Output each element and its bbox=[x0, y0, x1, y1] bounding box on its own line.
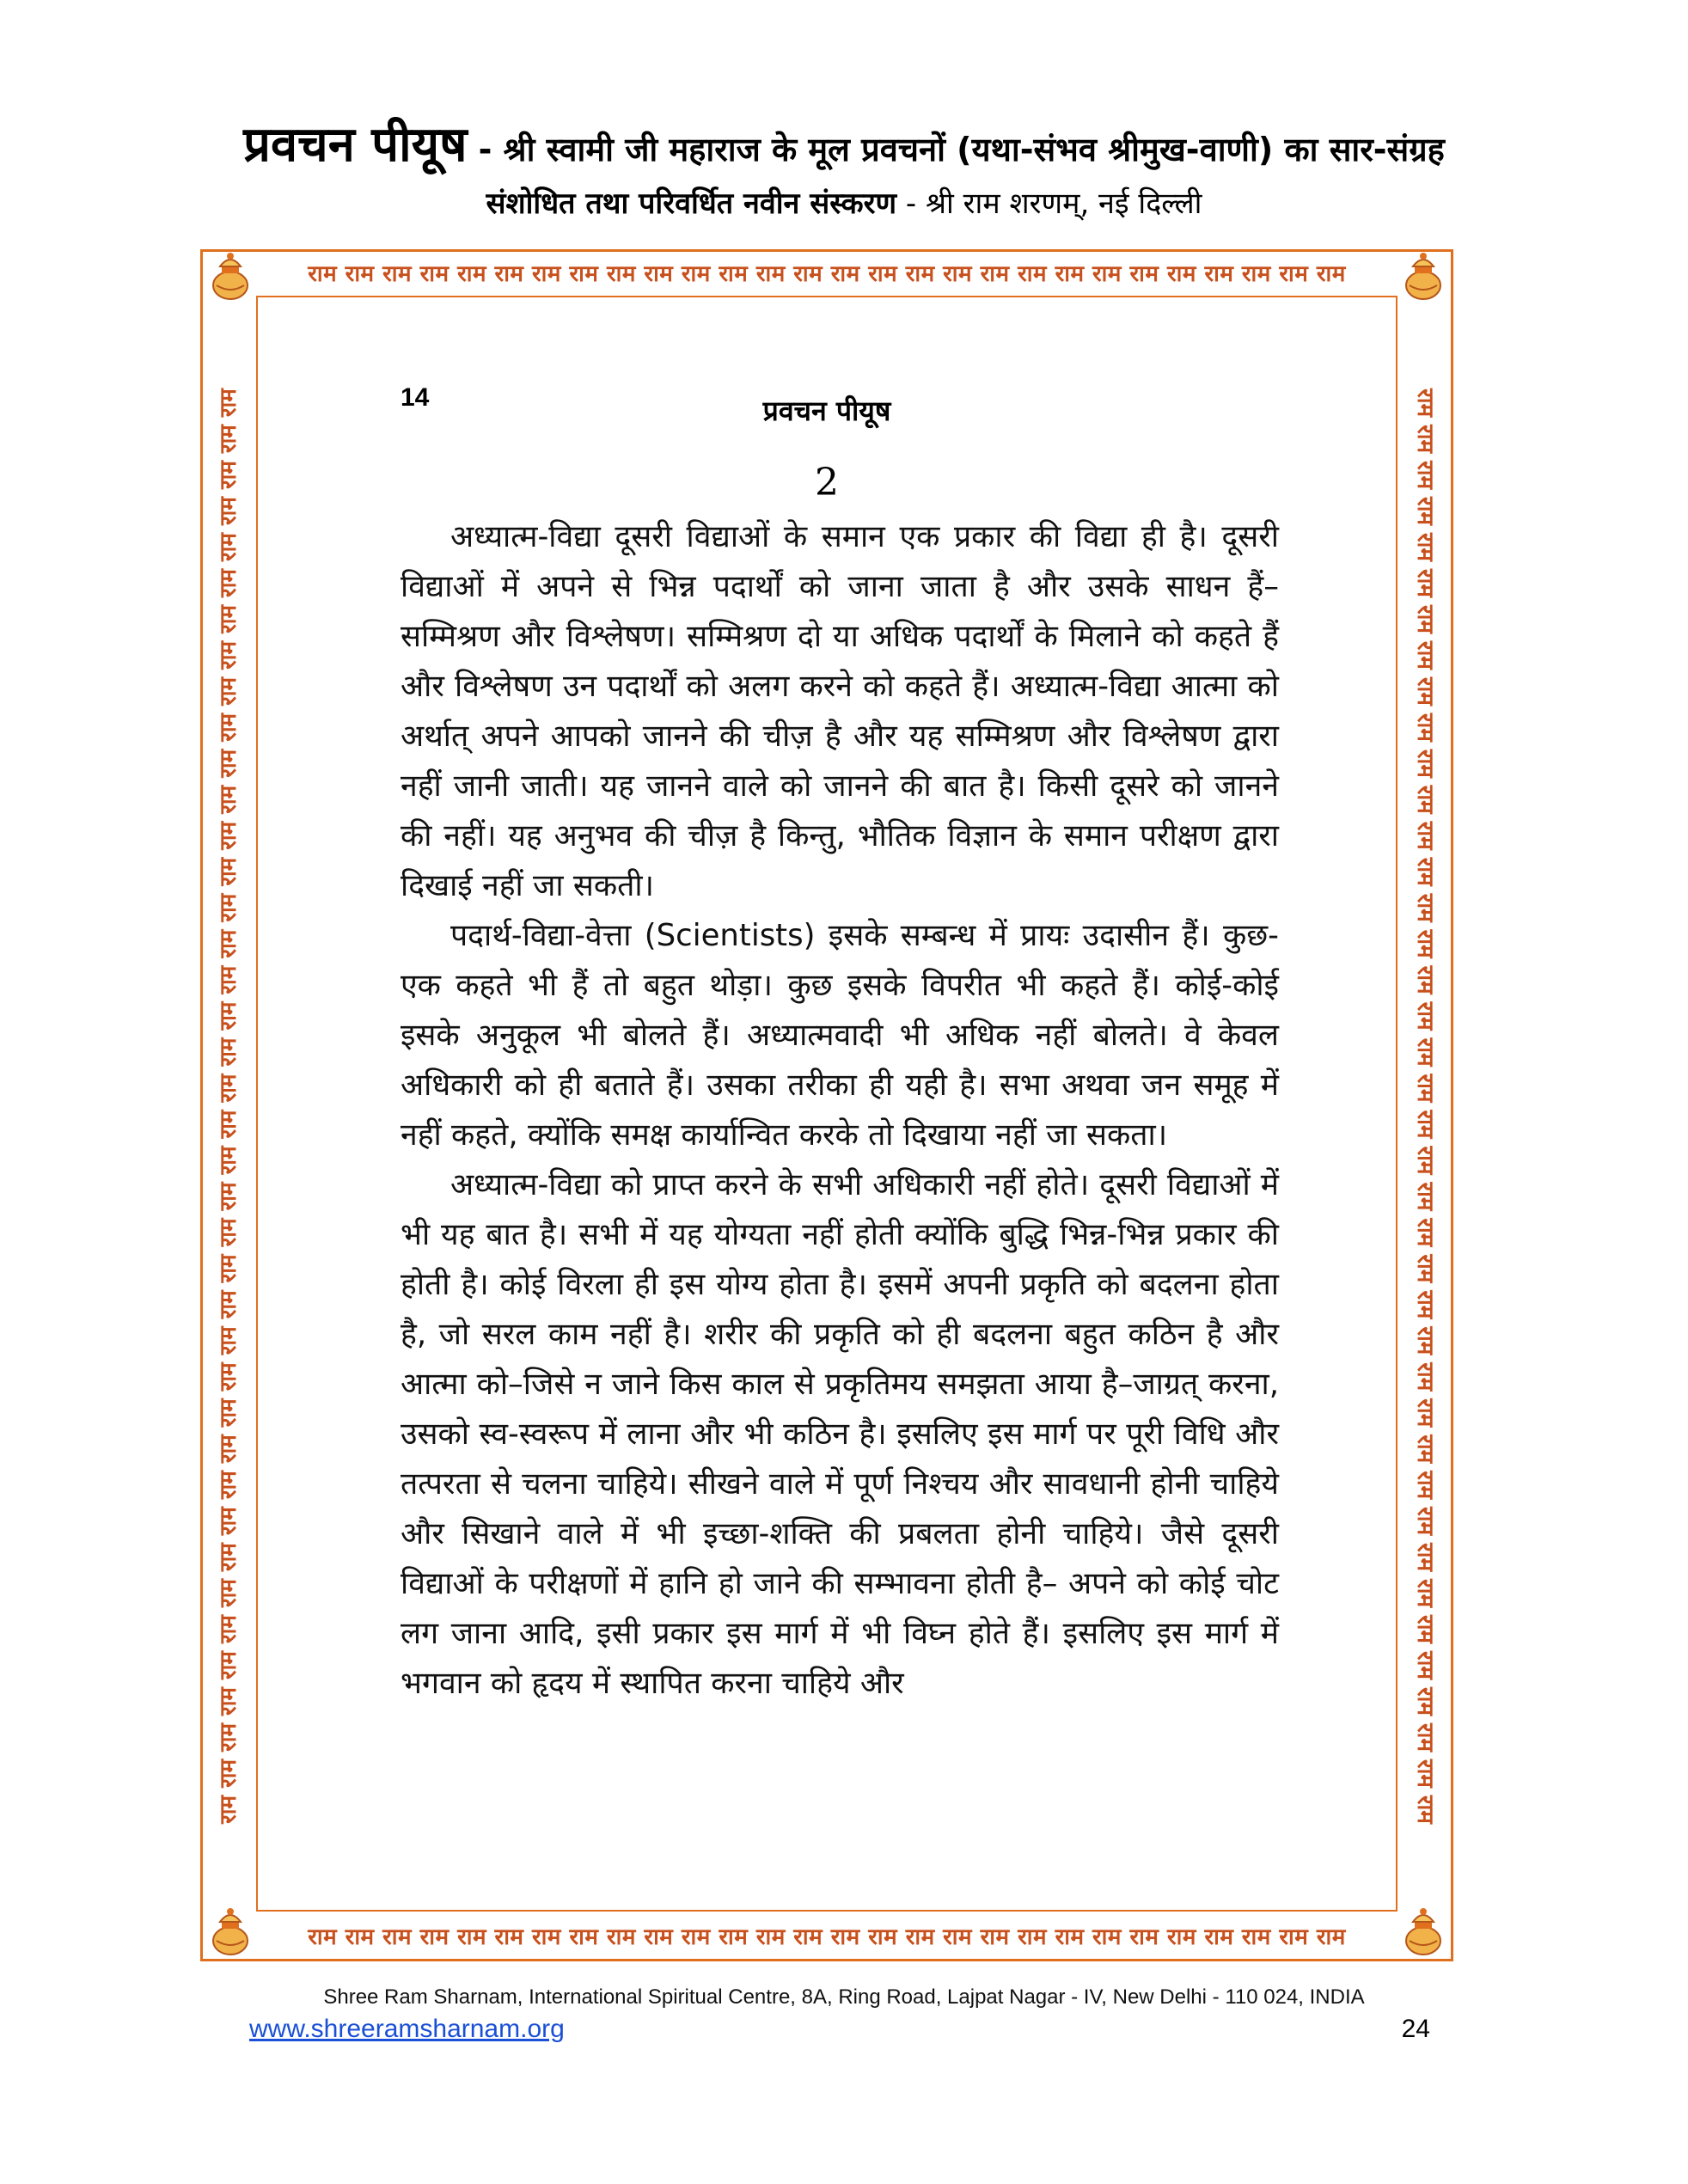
book-page-number: 14 bbox=[401, 383, 430, 412]
body-text bbox=[401, 512, 1279, 1709]
paragraph: अध्यात्म-विद्या दूसरी विद्याओं के समान एक प्रकार की विद्या ही है। दूसरी विद्याओं में अपने से भिन्न पदार्थों को जाना जाता है और उसके साधन हैं– सम्मिश्रण और विश्लेषण। सम्मिश्रण दो या अधिक पदार्थों के मिलाने को कहते हैं और विश्लेषण उन पदार्थों को अलग करने को कहते हैं। अध्यात्म-विद्या आत्मा को अर्थात् अपने आपको जानने की चीज़ है और यह सम्मिश्रण और विश्लेषण द्वारा नहीं जानी जाती। यह जानने वाले को जानने की बात है। किसी दूसरे को जानने की नहीं। यह अनुभव की चीज़ है किन्तु, भौतिक विज्ञान के समान परीक्षण द्वारा दिखाई नहीं जा सकती। bbox=[401, 519, 1279, 903]
kalash-icon bbox=[203, 1905, 258, 1960]
website-link[interactable]: www.shreeramsharnam.org bbox=[249, 2015, 565, 2043]
ram-border-left bbox=[210, 320, 248, 1893]
paragraph: अध्यात्म-विद्या को प्राप्त करने के सभी अधिकारी नहीं होते। दूसरी विद्याओं में भी यह बात है। सभी में यह योग्यता नहीं होती क्योंकि बुद्धि भिन्न-भिन्न प्रकार की होती है। कोई विरला ही इस योग्य होता है। इसमें अपनी प्रकृति को बदलना होता है, जो सरल काम नहीं है। शरीर की प्रकृति को ही बदलना बहुत कठिन है और आत्मा को–जिसे न जाने किस काल से प्रकृतिमय समझता आया है–जाग्रत् करना, उसको स्व-स्वरूप में लाना और भी कठिन है। इसलिए इस मार्ग पर पूरी विधि और तत्परता से चलना चाहिये। सीखने वाले में पूर्ण निश्चय और सावधानी होनी चाहिये और सिखाने वाले में भी इच्छा-शक्ति की प्रबलता होनी चाहिये। जैसे दूसरी विद्याओं के परीक्षणों में हानि हो जाने की सम्भावना होती है– अपने को कोई चोट लग जाना आदि, इसी प्रकार इस मार्ग में भी विघ्न होते हैं। इसलिए इस मार्ग में भगवान को हृदय में स्थापित करना चाहिये और bbox=[401, 1167, 1279, 1701]
ram-border-left-text: राम राम राम राम राम राम राम राम राम राम राम राम राम राम राम राम राम राम राम राम राम राम राम राम राम राम राम राम राम राम राम राम राम राम राम राम राम राम राम राम bbox=[216, 388, 242, 1824]
kalash-icon bbox=[1396, 1905, 1451, 1960]
title-subtitle: - श्री स्वामी जी महाराज के मूल प्रवचनों (यथा-संभव श्रीमुख-वाणी) का सार-संग्रह bbox=[467, 131, 1445, 168]
ram-border-right-text: राम राम राम राम राम राम राम राम राम राम राम राम राम राम राम राम राम राम राम राम राम राम राम राम राम राम राम राम राम राम राम राम राम राम राम राम राम राम राम राम bbox=[1412, 388, 1438, 1824]
pdf-page-number: 24 bbox=[1401, 2015, 1430, 2043]
edition-label: संशोधित तथा परिवर्धित नवीन संस्करण bbox=[486, 187, 897, 221]
paragraph: पदार्थ-विद्या-वेत्ता (Scientists) इसके सम्बन्ध में प्रायः उदासीन हैं। कुछ-एक कहते भी हैं तो बहुत थोड़ा। कुछ इसके विपरीत भी कहते हैं। कोई-कोई इसके अनुकूल भी बोलते हैं। अध्यात्मवादी भी अधिक नहीं बोलते। वे केवल अधिकारी को ही बताते हैं। उसका तरीका ही यही है। सभा अथवा जन समूह में नहीं कहते, क्योंकि समक्ष कार्यान्वित करके तो दिखाया नहीं जा सकता। bbox=[401, 918, 1279, 1153]
footer-address: Shree Ram Sharnam, International Spiritual Centre, 8A, Ring Road, Lajpat Nagar - IV, New Delhi - 110 024, INDIA bbox=[323, 1985, 1365, 2009]
ram-border-bottom: राम राम राम राम राम राम राम राम राम राम राम राम राम राम राम राम राम राम राम राम राम राम राम राम राम राम राम राम bbox=[308, 1924, 1346, 1950]
edition-publisher: - श्री राम शरणम्, नई दिल्ली bbox=[896, 187, 1202, 221]
ram-border-top: राम राम राम राम राम राम राम राम राम राम राम राम राम राम राम राम राम राम राम राम राम राम राम राम राम राम राम राम bbox=[308, 261, 1346, 287]
scanned-page bbox=[258, 297, 1396, 1910]
chapter-number: 2 bbox=[815, 461, 839, 505]
kalash-icon bbox=[1396, 249, 1451, 304]
kalash-icon bbox=[203, 249, 258, 304]
document-title bbox=[0, 110, 1688, 175]
edition-line bbox=[0, 182, 1688, 222]
title-main: प्रवचन पीयूष bbox=[243, 117, 468, 173]
running-title: प्रवचन पीयूष bbox=[762, 395, 891, 427]
ram-border-right bbox=[1406, 320, 1444, 1893]
